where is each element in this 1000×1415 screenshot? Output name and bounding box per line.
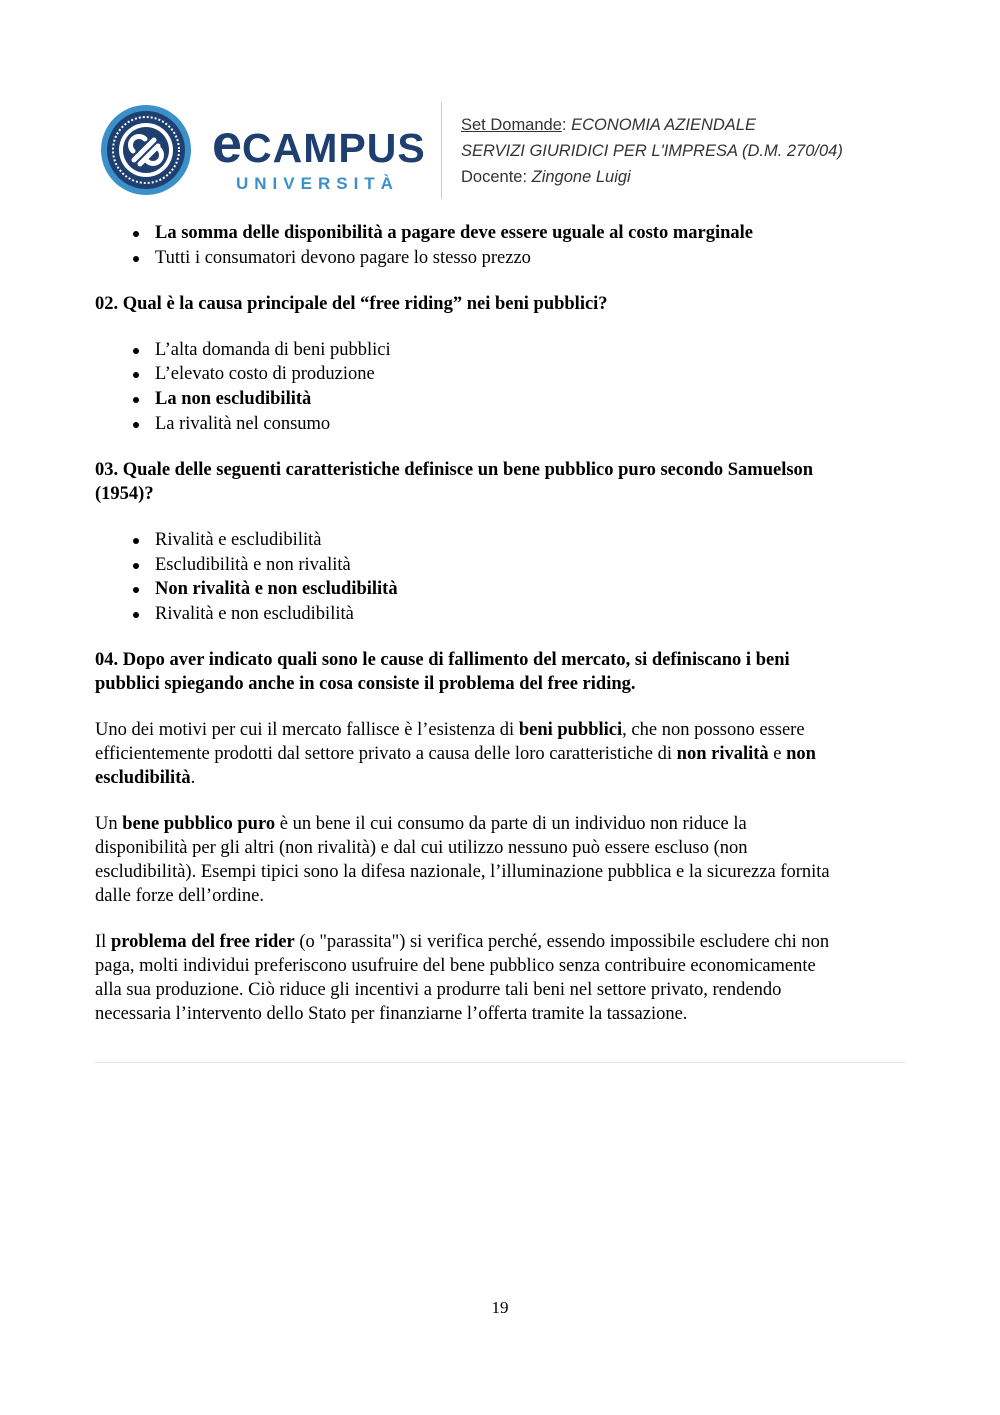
q03-title-line2: (1954)? <box>95 483 154 504</box>
q04-title-line1: 04. Dopo aver indicato quali sono le cause di fallimento del mercato, si definiscano i beni <box>95 649 790 670</box>
option-item <box>95 338 905 363</box>
option-item <box>95 221 905 246</box>
question-03-title <box>95 458 905 506</box>
q01-options <box>95 221 905 271</box>
text-run: . <box>190 767 196 788</box>
bullet-icon <box>133 397 139 403</box>
course-info <box>461 112 843 190</box>
option-text: Rivalità e escludibilità <box>155 529 322 550</box>
page-number: 19 <box>491 1298 509 1317</box>
q03-title-line1: 03. Quale delle seguenti caratteristiche definisce un bene pubblico puro secondo Samuelson <box>95 459 814 480</box>
text-run: (o "parassita") si verifica perché, essendo impossibile escludere chi non <box>294 931 830 952</box>
option-item <box>95 528 905 553</box>
bold-term: problema del free rider <box>110 931 295 952</box>
brand-rest: CAMPUS <box>242 125 426 171</box>
bold-term: bene pubblico puro <box>122 813 276 834</box>
text-run: dalle forze dell’ordine. <box>95 885 264 906</box>
option-text: Escludibilità e non rivalità <box>155 554 351 575</box>
q02-options <box>95 338 905 437</box>
text-run: alla sua produzione. Ciò riduce gli incentivi a produrre tali beni nel settore privato, rendendo <box>95 979 782 1000</box>
text-run: , che non possono essere <box>622 719 805 740</box>
course-set-line: Set Domande: ECONOMIA AZIENDALE <box>461 116 756 134</box>
option-item <box>95 412 905 437</box>
header-divider <box>441 102 442 199</box>
option-text: L’alta domanda di beni pubblici <box>155 339 391 360</box>
course-line <box>461 138 843 164</box>
question-02-title: 02. Qual è la causa principale del “free riding” nei beni pubblici? <box>95 293 608 314</box>
text-run: disponibilità per gli altri (non rivalità) e dal cui utilizzo nessuno può essere escluso (non <box>95 837 748 858</box>
text-run: efficientemente prodotti dal settore privato a causa delle loro caratteristiche di <box>95 743 677 764</box>
option-item <box>95 602 905 627</box>
option-text: La somma delle disponibilità a pagare deve essere uguale al costo marginale <box>155 223 753 243</box>
option-text: L’elevato costo di produzione <box>155 364 375 385</box>
teacher-label: Docente: <box>461 168 532 186</box>
set-value: ECONOMIA AZIENDALE <box>571 116 756 134</box>
answer-paragraph-3 <box>95 930 905 1026</box>
answer-paragraph-2 <box>95 812 905 908</box>
q03-options <box>95 528 905 627</box>
option-text: Tutti i consumatori devono pagare lo stesso prezzo <box>155 247 531 268</box>
brand-subtitle: UNIVERSITÀ <box>236 174 399 193</box>
course-name: SERVIZI GIURIDICI PER L'IMPRESA (D.M. 270/04) <box>461 142 843 160</box>
answer-paragraph-1 <box>95 718 905 790</box>
option-text: Rivalità e non escludibilità <box>155 604 354 625</box>
teacher-name: Zingone Luigi <box>531 168 631 186</box>
bullet-icon <box>133 563 139 569</box>
question-04-title <box>95 648 905 696</box>
section-divider <box>95 1062 905 1063</box>
text-run: escludibilità). Esempi tipici sono la difesa nazionale, l’illuminazione pubblica e la sicurezza fornita <box>95 861 830 882</box>
bullet-icon <box>133 538 139 544</box>
bold-term: non rivalità <box>676 743 769 764</box>
bullet-icon <box>133 372 139 378</box>
brand-e: e <box>212 114 243 174</box>
bold-term: non <box>786 743 816 764</box>
option-item <box>95 387 905 412</box>
q04-title-line2: pubblici spiegando anche in cosa consiste il problema del free riding. <box>95 673 636 694</box>
set-label: Set Domande <box>461 116 562 134</box>
ecampus-logo-icon <box>100 104 192 196</box>
option-text: La non escludibilità <box>155 389 312 410</box>
bullet-icon <box>133 422 139 428</box>
text-run: Il <box>95 931 111 952</box>
text-run: Un <box>95 813 123 834</box>
brand-name <box>212 114 427 174</box>
document-body <box>95 218 905 1026</box>
option-text: Non rivalità e non escludibilità <box>155 579 398 600</box>
bullet-icon <box>133 256 139 262</box>
text-run: necessaria l’intervento dello Stato per finanziarne l’offerta tramite la tassazione. <box>95 1003 688 1024</box>
option-item <box>95 362 905 387</box>
brand-wordmark <box>212 114 427 194</box>
bullet-icon <box>133 612 139 618</box>
option-item <box>95 246 905 271</box>
bullet-icon <box>133 348 139 354</box>
teacher-line <box>461 164 843 190</box>
option-item <box>95 553 905 578</box>
text-run: Uno dei motivi per cui il mercato fallisce è l’esistenza di <box>95 719 519 740</box>
bold-term: escludibilità <box>95 767 191 788</box>
option-text: La rivalità nel consumo <box>155 413 331 434</box>
option-item <box>95 577 905 602</box>
text-run: paga, molti individui preferiscono usufruire del bene pubblico senza contribuire economicamente <box>95 955 816 976</box>
text-run: e <box>768 743 787 764</box>
bold-term: beni pubblici <box>518 719 623 740</box>
bullet-icon <box>133 231 139 237</box>
bullet-icon <box>133 587 139 593</box>
text-run: è un bene il cui consumo da parte di un individuo non riduce la <box>275 813 747 834</box>
